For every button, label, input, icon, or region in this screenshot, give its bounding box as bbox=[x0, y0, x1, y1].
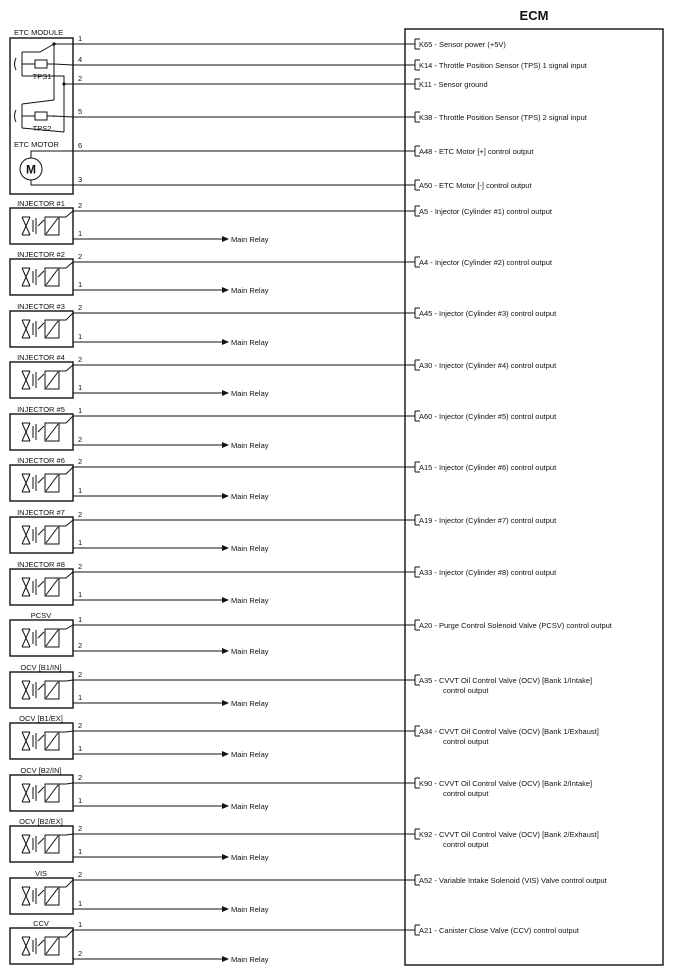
component-box bbox=[10, 569, 73, 605]
ecm-signal-label: A20 - Purge Control Solenoid Valve (PCSV) control output bbox=[419, 621, 612, 630]
ecm-signal-label: K14 - Throttle Position Sensor (TPS) 1 signal input bbox=[419, 61, 587, 70]
main-relay-label: Main Relay bbox=[231, 286, 269, 295]
ecm-signal-label: A5 - Injector (Cylinder #1) control output bbox=[419, 207, 552, 216]
component-label: INJECTOR #4 bbox=[17, 353, 65, 362]
arrow-icon bbox=[222, 339, 229, 345]
main-relay-label: Main Relay bbox=[231, 802, 269, 811]
pin-number: 2 bbox=[78, 870, 83, 879]
arrow-icon bbox=[222, 906, 229, 912]
component-box bbox=[10, 465, 73, 501]
pin-number: 4 bbox=[78, 55, 83, 64]
component-box bbox=[10, 414, 73, 450]
ecm-signal-label: A30 - Injector (Cylinder #4) control output bbox=[419, 361, 557, 370]
pin-number: 5 bbox=[78, 107, 83, 116]
ecm-signal-label: K11 - Sensor ground bbox=[419, 80, 488, 89]
component-label: INJECTOR #8 bbox=[17, 560, 65, 569]
pin-number: 2 bbox=[78, 457, 83, 466]
pin-number: 2 bbox=[78, 949, 83, 958]
pin-number: 1 bbox=[78, 406, 83, 415]
ecm-signal-label: A19 - Injector (Cylinder #7) control output bbox=[419, 516, 557, 525]
pin-number: 6 bbox=[78, 141, 83, 150]
component-box bbox=[10, 620, 73, 656]
arrow-icon bbox=[222, 236, 229, 242]
pin-number: 3 bbox=[78, 175, 83, 184]
etc-motor-symbol: M bbox=[26, 162, 36, 177]
arrow-icon bbox=[222, 648, 229, 654]
etc-module bbox=[10, 28, 73, 194]
main-relay-label: Main Relay bbox=[231, 905, 269, 914]
component-box bbox=[10, 362, 73, 398]
tps1-label: TPS1 bbox=[32, 72, 52, 81]
ecm-signal-label: K92 - CVVT Oil Control Valve (OCV) [Bank 2/Exhaust] bbox=[419, 830, 599, 839]
component-box bbox=[10, 878, 73, 914]
component-label: OCV [B1/IN] bbox=[20, 663, 62, 672]
pin-number: 1 bbox=[78, 280, 83, 289]
component-label: VIS bbox=[34, 869, 48, 878]
main-relay-label: Main Relay bbox=[231, 441, 269, 450]
component-box bbox=[10, 311, 73, 347]
component-label: INJECTOR #5 bbox=[17, 405, 65, 414]
pin-number: 1 bbox=[78, 615, 83, 624]
pin-number: 2 bbox=[78, 670, 83, 679]
ecm-signal-label-cont: control output bbox=[443, 686, 489, 695]
arrow-icon bbox=[222, 390, 229, 396]
pin-number: 1 bbox=[78, 744, 83, 753]
pin-number: 2 bbox=[78, 641, 83, 650]
main-relay-label: Main Relay bbox=[231, 389, 269, 398]
component-box bbox=[10, 928, 73, 964]
main-relay-label: Main Relay bbox=[231, 750, 269, 759]
main-relay-label: Main Relay bbox=[231, 699, 269, 708]
pin-number: 2 bbox=[78, 435, 83, 444]
ecm-signal-label: A15 - Injector (Cylinder #6) control output bbox=[419, 463, 557, 472]
pin-number: 2 bbox=[78, 74, 83, 83]
pin-number: 1 bbox=[78, 590, 83, 599]
main-relay-label: Main Relay bbox=[231, 235, 269, 244]
ecm-title: ECM bbox=[519, 8, 549, 23]
component-box bbox=[10, 259, 73, 295]
ecm-signal-label: A48 - ETC Motor [+] control output bbox=[419, 147, 534, 156]
pin-number: 2 bbox=[78, 824, 83, 833]
ecm-signal-label-cont: control output bbox=[443, 737, 489, 746]
component-label: INJECTOR #6 bbox=[17, 456, 65, 465]
arrow-icon bbox=[222, 700, 229, 706]
component-box bbox=[10, 826, 73, 862]
component-box bbox=[10, 723, 73, 759]
ecm-signal-label: K38 - Throttle Position Sensor (TPS) 2 signal input bbox=[419, 113, 587, 122]
component-label: CCV bbox=[33, 919, 49, 928]
pin-number: 1 bbox=[78, 332, 83, 341]
component-label: PCSV bbox=[30, 611, 52, 620]
arrow-icon bbox=[222, 854, 229, 860]
pin-number: 1 bbox=[78, 920, 83, 929]
component-box bbox=[10, 672, 73, 708]
component-label: INJECTOR #7 bbox=[17, 508, 65, 517]
ecm-signal-label: A33 - Injector (Cylinder #8) control output bbox=[419, 568, 557, 577]
etc-module-title: ETC MODULE bbox=[14, 28, 64, 37]
ecm-signal-label: A4 - Injector (Cylinder #2) control output bbox=[419, 258, 552, 267]
ecm-signal-label-cont: control output bbox=[443, 789, 489, 798]
component-label: INJECTOR #1 bbox=[17, 199, 65, 208]
component-box bbox=[10, 517, 73, 553]
pin-number: 1 bbox=[78, 486, 83, 495]
component-box bbox=[10, 775, 73, 811]
etc-motor-title: ETC MOTOR bbox=[14, 140, 59, 149]
arrow-icon bbox=[222, 442, 229, 448]
pin-number: 2 bbox=[78, 562, 83, 571]
arrow-icon bbox=[222, 803, 229, 809]
component-label: INJECTOR #3 bbox=[17, 302, 65, 311]
main-relay-label: Main Relay bbox=[231, 647, 269, 656]
arrow-icon bbox=[222, 493, 229, 499]
main-relay-label: Main Relay bbox=[231, 853, 269, 862]
pin-number: 1 bbox=[78, 899, 83, 908]
arrow-icon bbox=[222, 545, 229, 551]
pin-number: 2 bbox=[78, 773, 83, 782]
arrow-icon bbox=[222, 287, 229, 293]
arrow-icon bbox=[222, 751, 229, 757]
arrow-icon bbox=[222, 597, 229, 603]
main-relay-label: Main Relay bbox=[231, 544, 269, 553]
ecm-signal-label: A45 - Injector (Cylinder #3) control output bbox=[419, 309, 557, 318]
tps2-label: TPS2 bbox=[32, 124, 52, 133]
ecm-signal-label: K90 - CVVT Oil Control Valve (OCV) [Bank 2/Intake] bbox=[419, 779, 593, 788]
pin-number: 2 bbox=[78, 355, 83, 364]
ecm-signal-label: A52 - Variable Intake Solenoid (VIS) Valve control output bbox=[419, 876, 607, 885]
arrow-icon bbox=[222, 956, 229, 962]
pin-number: 1 bbox=[78, 693, 83, 702]
ecm-signal-label: K65 - Sensor power (+5V) bbox=[419, 40, 506, 49]
component-label: INJECTOR #2 bbox=[17, 250, 65, 259]
ecm-signal-label-cont: control output bbox=[443, 840, 489, 849]
pin-number: 1 bbox=[78, 847, 83, 856]
ecm-signal-label: A21 - Canister Close Valve (CCV) control output bbox=[419, 926, 579, 935]
main-relay-label: Main Relay bbox=[231, 492, 269, 501]
component-label: OCV [B2/IN] bbox=[20, 766, 62, 775]
pin-number: 2 bbox=[78, 303, 83, 312]
main-relay-label: Main Relay bbox=[231, 955, 269, 964]
main-relay-label: Main Relay bbox=[231, 596, 269, 605]
ecm-signal-label: A34 - CVVT Oil Control Valve (OCV) [Bank 1/Exhaust] bbox=[419, 727, 599, 736]
ecm-signal-label: A60 - Injector (Cylinder #5) control output bbox=[419, 412, 557, 421]
component-label: OCV [B1/EX] bbox=[19, 714, 63, 723]
pin-number: 2 bbox=[78, 201, 83, 210]
ecm-box bbox=[405, 29, 663, 965]
main-relay-label: Main Relay bbox=[231, 338, 269, 347]
pin-number: 2 bbox=[78, 721, 83, 730]
pin-number: 1 bbox=[78, 229, 83, 238]
pin-number: 2 bbox=[78, 510, 83, 519]
ecm-signal-label: A35 - CVVT Oil Control Valve (OCV) [Bank 1/Intake] bbox=[419, 676, 593, 685]
pin-number: 1 bbox=[78, 796, 83, 805]
component-box bbox=[10, 208, 73, 244]
pin-number: 2 bbox=[78, 252, 83, 261]
pin-number: 1 bbox=[78, 538, 83, 547]
ecm-signal-label: A50 - ETC Motor [-] control output bbox=[419, 181, 532, 190]
component-label: OCV [B2/EX] bbox=[19, 817, 63, 826]
pin-number: 1 bbox=[78, 383, 83, 392]
pin-number: 1 bbox=[78, 34, 83, 43]
